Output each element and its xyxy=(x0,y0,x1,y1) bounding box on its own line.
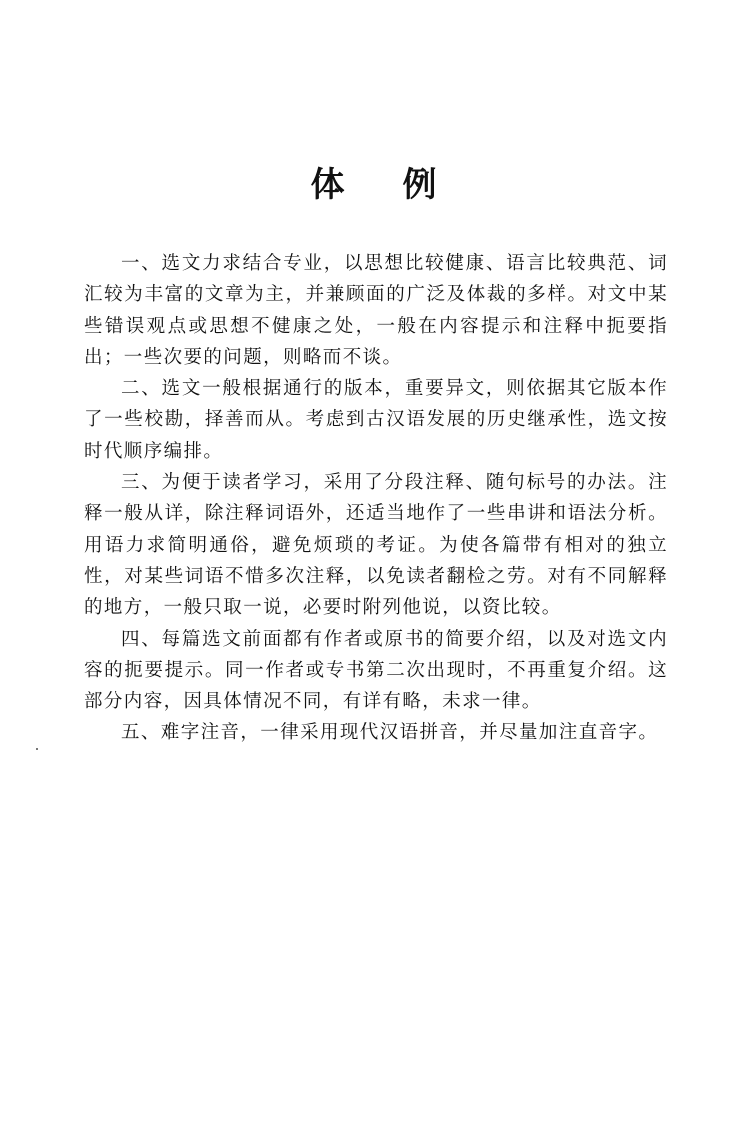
page-title xyxy=(0,162,747,208)
title-char-1: 体 xyxy=(310,165,345,205)
paragraph-3: 三、为便于读者学习，采用了分段注释、随句标号的办法。注释一般从详，除注释词语外，还适当地作了一些串讲和语法分析。用语力求简明通俗，避免烦琐的考证。为使各篇带有相对的独立性，对某些词语不惜多次注释，以免读者翻检之劳。对有不同解释的地方，一般只取一说，必要时附列他说，以资比较。 xyxy=(84,472,668,619)
scan-speck xyxy=(36,748,38,750)
paragraph-5: 五、难字注音，一律采用现代汉语拼音，并尽量加注直音字。 xyxy=(121,722,659,744)
guidelines-body xyxy=(84,248,668,749)
title-char-2: 例 xyxy=(402,165,437,205)
paragraph-1: 一、选文力求结合专业，以思想比较健康、语言比较典范、词汇较为丰富的文章为主，并兼顾面的广泛及体裁的多样。对文中某些错误观点或思想不健康之处，一般在内容提示和注释中扼要指出；一些次要的问题，则略而不谈。 xyxy=(84,253,668,368)
paragraph-2: 二、选文一般根据通行的版本，重要异文，则依据其它版本作了一些校勘，择善而从。考虑到古汉语发展的历史继承性，选文按时代顺序编排。 xyxy=(84,378,668,462)
paragraph-4: 四、每篇选文前面都有作者或原书的简要介绍，以及对选文内容的扼要提示。同一作者或专书第二次出现时，不再重复介绍。这部分内容，因具体情况不同，有详有略，未求一律。 xyxy=(84,628,668,713)
